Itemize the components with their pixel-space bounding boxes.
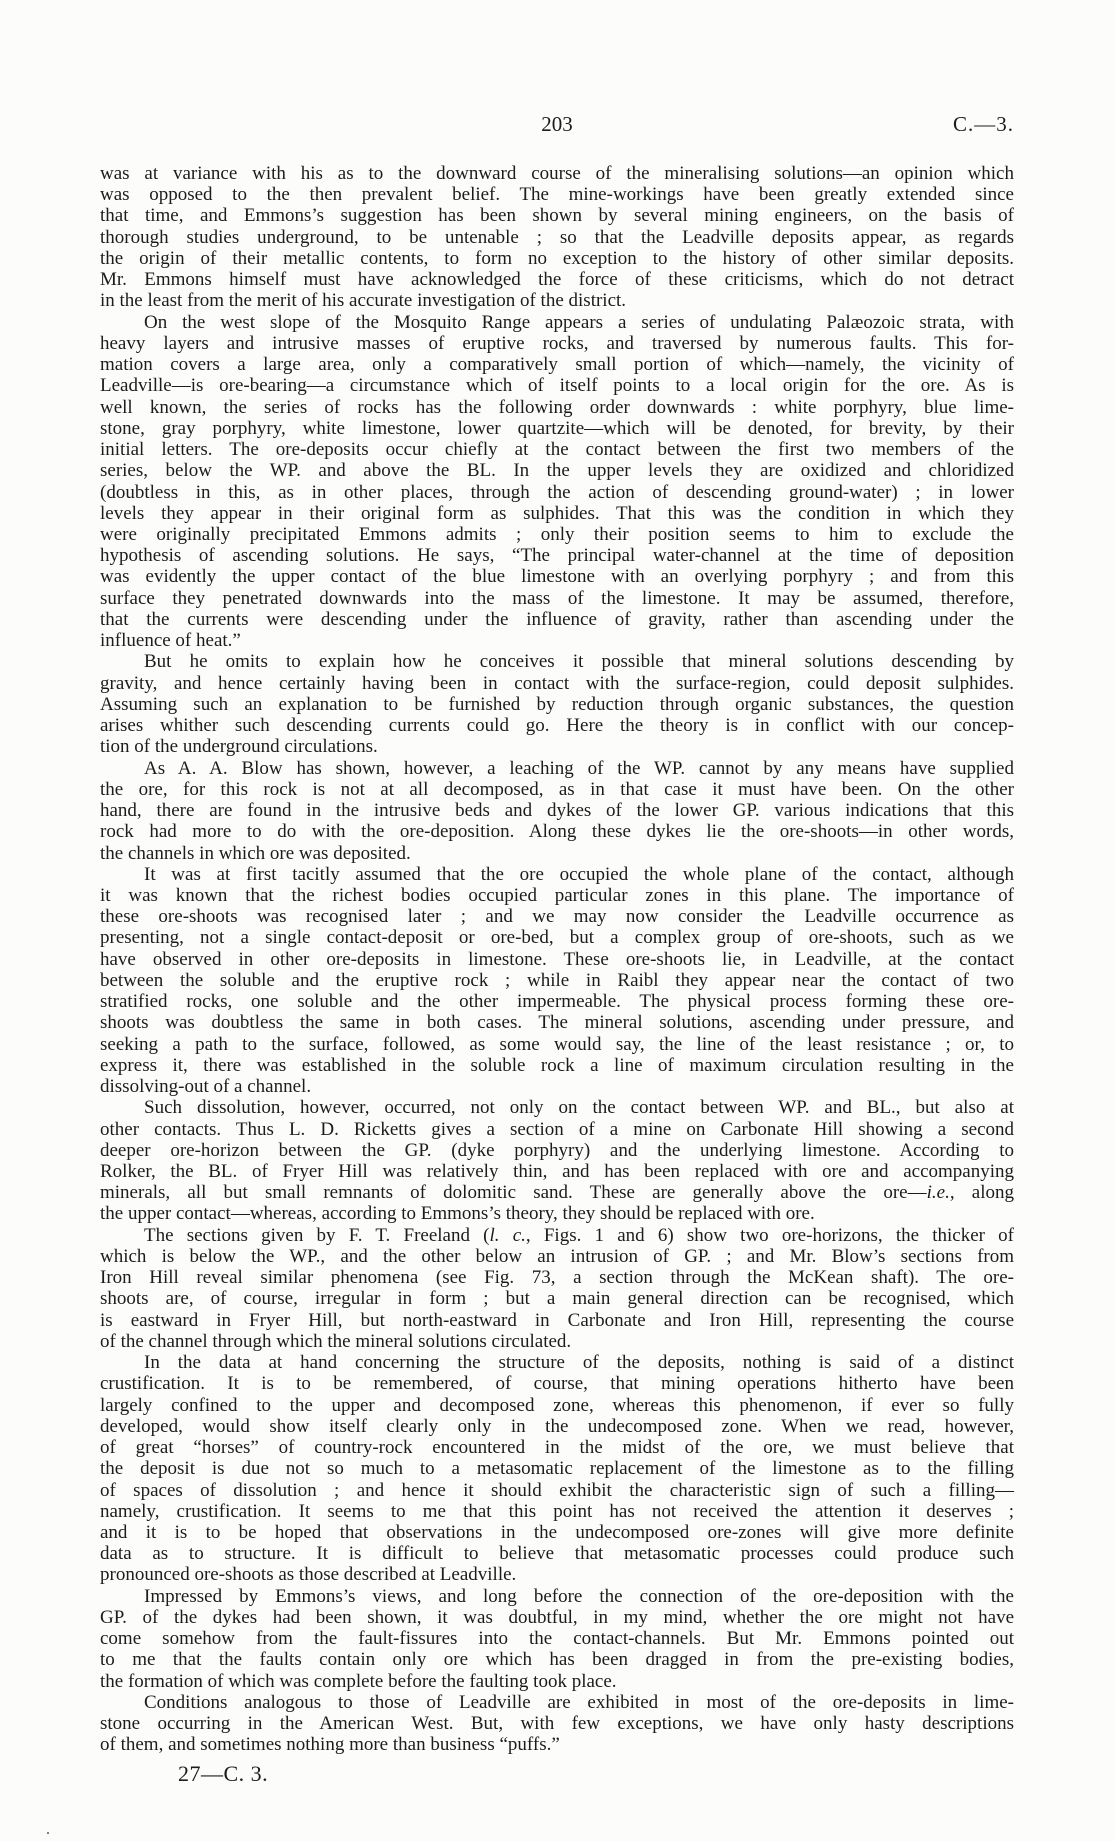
- text-line-content: [100, 1543, 1014, 1564]
- text-line: [100, 1395, 1014, 1416]
- text-line: [100, 715, 1014, 736]
- text-line: [100, 1458, 1014, 1479]
- paragraph: [100, 312, 1014, 652]
- text-segment: have observed in other ore-deposits in limestone. These ore-shoots lie, in Leadville, at the contact: [100, 948, 1014, 970]
- text-line: [100, 205, 1014, 226]
- text-segment: GP. of the dykes had been shown, it was doubtful, in my mind, whether the ore might not have: [100, 1606, 1014, 1628]
- text-line-content: [100, 1373, 1014, 1394]
- text-segment: which is below the WP., and the other below an intrusion of GP. ; and Mr. Blow’s sections from: [100, 1245, 1014, 1267]
- paragraph: [100, 163, 1014, 312]
- text-line-content: [100, 205, 1014, 226]
- text-segment: Rolker, the BL. of Fryer Hill was relatively thin, and has been replaced with ore and accompanying: [100, 1161, 1014, 1183]
- text-line: [100, 1161, 1014, 1182]
- text-segment: On the west slope of the Mosquito Range appears a series of undulating Palæozoic strata, with: [144, 311, 1014, 333]
- text-segment: shoots are, of course, irregular in form ; but a main general direction can be recognised, which: [100, 1288, 1014, 1310]
- text-line: [100, 1310, 1014, 1331]
- text-line: [100, 864, 1014, 885]
- text-segment: come somehow from the fault-fissures into the contact-channels. But Mr. Emmons pointed out: [100, 1628, 1014, 1650]
- text-line-content: [100, 1713, 1014, 1734]
- text-line-content: [100, 1649, 1014, 1670]
- text-line: [100, 1246, 1014, 1267]
- text-line-content: [100, 1203, 815, 1224]
- text-line-content: [100, 418, 1014, 439]
- text-segment: influence of heat.”: [100, 630, 241, 652]
- text-line-content: [100, 1522, 1014, 1543]
- text-segment: In the data at hand concerning the structure of the deposits, nothing is said of a distinct: [144, 1352, 1014, 1374]
- text-segment: of the channel through which the mineral solutions circulated.: [100, 1330, 572, 1352]
- text-line-content: [100, 970, 1014, 991]
- text-line: [100, 1480, 1014, 1501]
- text-segment: was opposed to the then prevalent belief. The mine-workings have been greatly extended since: [100, 184, 1014, 206]
- text-line-content: [100, 1607, 1014, 1628]
- text-segment: Assuming such an explanation to be furnished by reduction through organic substances, the question: [100, 693, 1014, 715]
- text-segment: is eastward in Fryer Hill, but north-eastward in Carbonate and Iron Hill, representing the course: [100, 1309, 1014, 1331]
- text-line-content: [100, 1671, 617, 1692]
- text-line: [100, 1501, 1014, 1522]
- text-segment: in the least from the merit of his accurate investigation of the district.: [100, 290, 627, 312]
- text-segment: other contacts. Thus L. D. Ricketts gives a section of a mine on Carbonate Hill showing a second: [100, 1118, 1014, 1140]
- text-line-content: [100, 354, 1014, 375]
- text-line-content: [100, 375, 1014, 396]
- text-segment: , Figs. 1 and 6) show two ore-horizons, the thicker of: [525, 1224, 1014, 1246]
- text-line: [100, 269, 1014, 290]
- text-segment: presenting, not a single contact-deposit or ore-bed, but a complex group of ore-shoots, such as we: [100, 927, 1014, 949]
- text-line: [100, 482, 1014, 503]
- text-line-content: [100, 1076, 311, 1097]
- text-line: [100, 927, 1014, 948]
- text-line: [100, 1012, 1014, 1033]
- text-line: [100, 673, 1014, 694]
- text-line-content: [100, 1012, 1014, 1033]
- paragraph: [100, 1586, 1014, 1692]
- text-line: [100, 1564, 1014, 1585]
- text-segment: hypothesis of ascending solutions. He says, “The principal water-channel at the time of deposition: [100, 545, 1014, 567]
- italic-text: l. c.: [489, 1224, 526, 1246]
- text-segment: express it, there was established in the soluble rock a line of maximum circulation resulting in the: [100, 1054, 1014, 1076]
- text-line: [100, 1437, 1014, 1458]
- text-segment: surface they penetrated downwards into the mass of the limestone. It may be assumed, therefore,: [100, 587, 1014, 609]
- text-line-content: [100, 503, 1014, 524]
- text-segment: Impressed by Emmons’s views, and long before the connection of the ore-deposition with the: [144, 1585, 1014, 1607]
- paragraph: [100, 1352, 1014, 1586]
- text-line: [100, 1331, 1014, 1352]
- text-line-content: [100, 524, 1014, 545]
- text-line-content: [100, 588, 1014, 609]
- text-segment: that the currents were descending under the influence of gravity, rather than ascending under the: [100, 608, 1014, 630]
- text-line-content: [100, 736, 378, 757]
- text-line: [100, 1119, 1014, 1140]
- text-segment: the deposit is due not so much to a metasomatic replacement of the limestone as to the filling: [100, 1458, 1014, 1480]
- text-line-content: [100, 779, 1014, 800]
- text-segment: (doubtless in this, as in other places, through the action of descending ground-water) ; in lower: [100, 481, 1014, 503]
- text-segment: the formation of which was complete before the faulting took place.: [100, 1670, 617, 1692]
- text-line: [100, 333, 1014, 354]
- text-line-content: [144, 864, 1014, 885]
- text-line-content: [100, 800, 1014, 821]
- text-line-content: [100, 821, 1014, 842]
- paragraph: [100, 758, 1014, 864]
- text-line-content: [100, 269, 1014, 290]
- text-segment: Such dissolution, however, occurred, not only on the contact between WP. and BL., but also at: [144, 1097, 1014, 1119]
- text-segment: was evidently the upper contact of the blue limestone with an overlying porphyry ; and from this: [100, 566, 1014, 588]
- text-line: [100, 1288, 1014, 1309]
- text-line: [100, 460, 1014, 481]
- text-line-content: [100, 927, 1014, 948]
- text-segment: developed, would show itself clearly only in the undecomposed zone. When we read, however,: [100, 1415, 1014, 1437]
- paragraph: [100, 1692, 1014, 1756]
- text-segment: Iron Hill reveal similar phenomena (see Fig. 73, a section through the McKean shaft). The ore-: [100, 1267, 1014, 1289]
- text-line-content: [100, 439, 1014, 460]
- italic-text: i.e.: [926, 1182, 950, 1204]
- text-line: [100, 290, 1014, 311]
- text-segment: shoots was doubtless the same in both cases. The mineral solutions, ascending under pressure, and: [100, 1012, 1014, 1034]
- text-line-content: [100, 333, 1014, 354]
- text-line-content: [100, 1331, 571, 1352]
- text-segment: the upper contact—whereas, according to Emmons’s theory, they should be replaced with ore.: [100, 1203, 815, 1225]
- text-line-content: [100, 1734, 560, 1755]
- text-segment: and it is to be hoped that observations in the undecomposed ore-zones will give more definite: [100, 1522, 1014, 1543]
- text-line: [100, 800, 1014, 821]
- text-line-content: [144, 1352, 1014, 1373]
- text-line: [100, 375, 1014, 396]
- text-line: [100, 609, 1014, 630]
- text-segment: As A. A. Blow has shown, however, a leaching of the WP. cannot by any means have supplied: [144, 757, 1014, 779]
- text-line-content: [100, 673, 1014, 694]
- text-segment: stone, gray porphyry, white limestone, lower quartzite—which will be denoted, for brevity, by their: [100, 417, 1014, 439]
- text-segment: was at variance with his as to the downward course of the mineralising solutions—an opinion which: [100, 163, 1014, 184]
- text-line: [100, 1586, 1014, 1607]
- text-line: [100, 397, 1014, 418]
- text-segment: The sections given by F. T. Freeland (: [144, 1224, 490, 1246]
- text-line-content: [100, 694, 1014, 715]
- text-line: [100, 1692, 1014, 1713]
- page-number: 203: [541, 112, 573, 136]
- text-segment: seeking a path to the surface, followed, as some would say, the line of the least resistance ; or, to: [100, 1033, 1014, 1055]
- text-line: [100, 588, 1014, 609]
- text-line: [100, 524, 1014, 545]
- text-line: [100, 630, 1014, 651]
- text-line: [100, 163, 1014, 184]
- text-line: [100, 312, 1014, 333]
- text-line-content: [100, 1140, 1014, 1161]
- text-segment: dissolving-out of a channel.: [100, 1076, 312, 1098]
- text-segment: mation covers a large area, only a comparatively small portion of which—namely, the vicinity of: [100, 354, 1014, 376]
- text-segment: of them, and sometimes nothing more than business “puffs.”: [100, 1734, 560, 1756]
- text-line-content: [100, 1501, 1014, 1522]
- signature-mark: 27—C. 3.: [178, 1761, 269, 1786]
- text-segment: deeper ore-horizon between the GP. (dyke porphyry) and the underlying limestone. According to: [100, 1139, 1014, 1161]
- text-segment: gravity, and hence certainly having been in contact with the surface-region, could deposit sulphides.: [100, 672, 1014, 694]
- text-segment: Leadville—is ore-bearing—a circumstance which of itself points to a local origin for the ore. As is: [100, 375, 1014, 397]
- text-line: [100, 1140, 1014, 1161]
- paragraph: [100, 651, 1014, 757]
- text-segment: crustification. It is to be remembered, of course, that mining operations hitherto have been: [100, 1373, 1014, 1395]
- text-line-content: [100, 290, 626, 311]
- text-line: [100, 1055, 1014, 1076]
- text-line-content: [100, 1437, 1014, 1458]
- text-line: [100, 779, 1014, 800]
- text-line: [100, 1076, 1014, 1097]
- text-line-content: [100, 885, 1014, 906]
- text-line: [100, 1034, 1014, 1055]
- text-segment: It was at first tacitly assumed that the ore occupied the whole plane of the contact, although: [144, 863, 1014, 885]
- text-line: [100, 1543, 1014, 1564]
- text-line: [100, 1182, 1014, 1203]
- text-line: [100, 1267, 1014, 1288]
- text-line-content: [100, 843, 411, 864]
- text-line-content: [100, 1395, 1014, 1416]
- text-segment: stratified rocks, one soluble and the other impermeable. The physical process forming these ore-: [100, 991, 1014, 1013]
- text-segment: tion of the underground circulations.: [100, 736, 378, 758]
- text-segment: Conditions analogous to those of Leadville are exhibited in most of the ore-deposits in lime-: [144, 1691, 1014, 1713]
- text-line-content: [100, 949, 1014, 970]
- paragraph: [100, 1225, 1014, 1352]
- text-line: [100, 439, 1014, 460]
- text-segment: Mr. Emmons himself must have acknowledged the force of these criticisms, which do not detract: [100, 269, 1014, 291]
- text-line: [100, 1203, 1014, 1224]
- text-line-content: [144, 1692, 1014, 1713]
- text-line-content: [100, 566, 1014, 587]
- scan-speck: [47, 1832, 49, 1834]
- text-line-content: [100, 609, 1014, 630]
- text-line-content: [100, 184, 1014, 205]
- text-line-content: [144, 651, 1014, 672]
- text-segment: levels they appear in their original form as sulphides. That this was the condition in which they: [100, 502, 1014, 524]
- text-line: [100, 227, 1014, 248]
- text-line-content: [144, 1097, 1014, 1118]
- text-segment: series, below the WP. and above the BL. In the upper levels they are oxidized and chloridized: [100, 460, 1014, 482]
- text-line-content: [144, 312, 1014, 333]
- text-segment: of great “horses” of country-rock encountered in the midst of the ore, we must believe that: [100, 1437, 1014, 1459]
- text-line-content: [100, 1267, 1014, 1288]
- text-line-content: [100, 1119, 1014, 1140]
- text-line: [100, 949, 1014, 970]
- text-line: [100, 1416, 1014, 1437]
- text-segment: initial letters. The ore-deposits occur chiefly at the contact between the first two members of the: [100, 439, 1014, 461]
- text-line-content: [100, 397, 1014, 418]
- text-line-content: [100, 1480, 1014, 1501]
- text-line: [100, 1097, 1014, 1118]
- text-segment: largely confined to the upper and decomposed zone, whereas this phenomenon, if ever so fully: [100, 1394, 1014, 1416]
- text-segment: minerals, all but small remnants of dolomitic sand. These are generally above the ore—: [100, 1182, 927, 1204]
- text-segment: data as to structure. It is difficult to believe that metasomatic processes could produce such: [100, 1543, 1014, 1565]
- text-line: [100, 1373, 1014, 1394]
- text-segment: the channels in which ore was deposited.: [100, 842, 411, 864]
- text-line-content: [100, 1564, 516, 1585]
- text-line-content: [100, 1182, 1014, 1203]
- text-line-content: [100, 482, 1014, 503]
- text-segment: of spaces of dissolution ; and hence it should exhibit the characteristic sign of such a filling—: [100, 1479, 1014, 1501]
- text-line-content: [100, 1246, 1014, 1267]
- text-line: [100, 1352, 1014, 1373]
- text-line-content: [144, 1225, 1014, 1246]
- text-line: [100, 354, 1014, 375]
- paragraph: [100, 864, 1014, 1098]
- text-segment: rock had more to do with the ore-deposition. Along these dykes lie the ore-shoots—in other words,: [100, 821, 1014, 843]
- text-line-content: [100, 1161, 1014, 1182]
- text-segment: pronounced ore-shoots as those described at Leadville.: [100, 1564, 517, 1586]
- text-line: [100, 1225, 1014, 1246]
- text-line: [100, 843, 1014, 864]
- text-line: [100, 545, 1014, 566]
- text-segment: arises whither such descending currents could go. Here the theory is in conflict with our concep-: [100, 715, 1014, 737]
- text-line: [100, 736, 1014, 757]
- text-segment: namely, crustification. It seems to me that this point has not received the attention it deserves ;: [100, 1500, 1014, 1522]
- text-line-content: [100, 1288, 1014, 1309]
- text-segment: heavy layers and intrusive masses of eruptive rocks, and traversed by numerous faults. This for-: [100, 332, 1014, 354]
- text-segment: hand, there are found in the intrusive beds and dykes of the lower GP. various indications that this: [100, 800, 1014, 822]
- text-line-content: [100, 991, 1014, 1012]
- text-segment: well known, the series of rocks has the following order downwards : white porphyry, blue lime-: [100, 396, 1014, 418]
- text-segment: that time, and Emmons’s suggestion has been shown by several mining engineers, on the basis of: [100, 205, 1014, 227]
- text-line-content: [100, 163, 1014, 184]
- paragraph: [100, 1097, 1014, 1224]
- text-line: [100, 503, 1014, 524]
- text-segment: it was known that the richest bodies occupied particular zones in this plane. The importance of: [100, 884, 1014, 906]
- text-segment: , along: [949, 1182, 1014, 1204]
- text-segment: were originally precipitated Emmons admits ; only their position seems to him to exclude the: [100, 523, 1014, 545]
- text-line: [100, 694, 1014, 715]
- text-segment: But he omits to explain how he conceives it possible that mineral solutions descending by: [144, 651, 1014, 673]
- text-line-content: [100, 1055, 1014, 1076]
- text-line: [100, 184, 1014, 205]
- text-line-content: [100, 1458, 1014, 1479]
- text-segment: the origin of their metallic contents, to form no exception to the history of other similar deposits.: [100, 247, 1014, 269]
- text-line-content: [100, 545, 1014, 566]
- text-line: [100, 821, 1014, 842]
- text-line: [100, 418, 1014, 439]
- text-line-content: [100, 1034, 1014, 1055]
- text-line: [100, 651, 1014, 672]
- text-line-content: [100, 630, 241, 651]
- text-line: [100, 885, 1014, 906]
- text-line: [100, 1734, 1014, 1755]
- text-segment: thorough studies underground, to be untenable ; so that the Leadville deposits appear, as regards: [100, 226, 1014, 248]
- section-code: C.—3.: [952, 112, 1014, 136]
- text-line-content: [100, 460, 1014, 481]
- text-line: [100, 1649, 1014, 1670]
- text-line: [100, 566, 1014, 587]
- text-line-content: [100, 227, 1014, 248]
- text-line-content: [100, 1310, 1014, 1331]
- text-segment: stone occurring in the American West. But, with few exceptions, we have only hasty descriptions: [100, 1713, 1014, 1735]
- text-line-content: [144, 1586, 1014, 1607]
- text-segment: the ore, for this rock is not at all decomposed, as in that case it must have been. On the other: [100, 778, 1014, 800]
- text-line-content: [144, 758, 1014, 779]
- text-line: [100, 758, 1014, 779]
- text-line: [100, 991, 1014, 1012]
- text-segment: to me that the faults contain only ore which has been dragged in from the pre-existing bodies,: [100, 1649, 1014, 1671]
- text-line: [100, 1522, 1014, 1543]
- text-segment: these ore-shoots was recognised later ; and we may now consider the Leadville occurrence as: [100, 906, 1014, 928]
- text-line-content: [100, 715, 1014, 736]
- text-line: [100, 906, 1014, 927]
- text-segment: between the soluble and the eruptive rock ; while in Raibl they appear near the contact of two: [100, 969, 1014, 991]
- document-body: [100, 163, 1014, 1756]
- text-line: [100, 1713, 1014, 1734]
- text-line: [100, 1671, 1014, 1692]
- text-line: [100, 970, 1014, 991]
- text-line-content: [100, 906, 1014, 927]
- text-line-content: [100, 248, 1014, 269]
- text-line: [100, 1607, 1014, 1628]
- text-line-content: [100, 1628, 1014, 1649]
- text-line: [100, 248, 1014, 269]
- text-line-content: [100, 1416, 1014, 1437]
- text-line: [100, 1628, 1014, 1649]
